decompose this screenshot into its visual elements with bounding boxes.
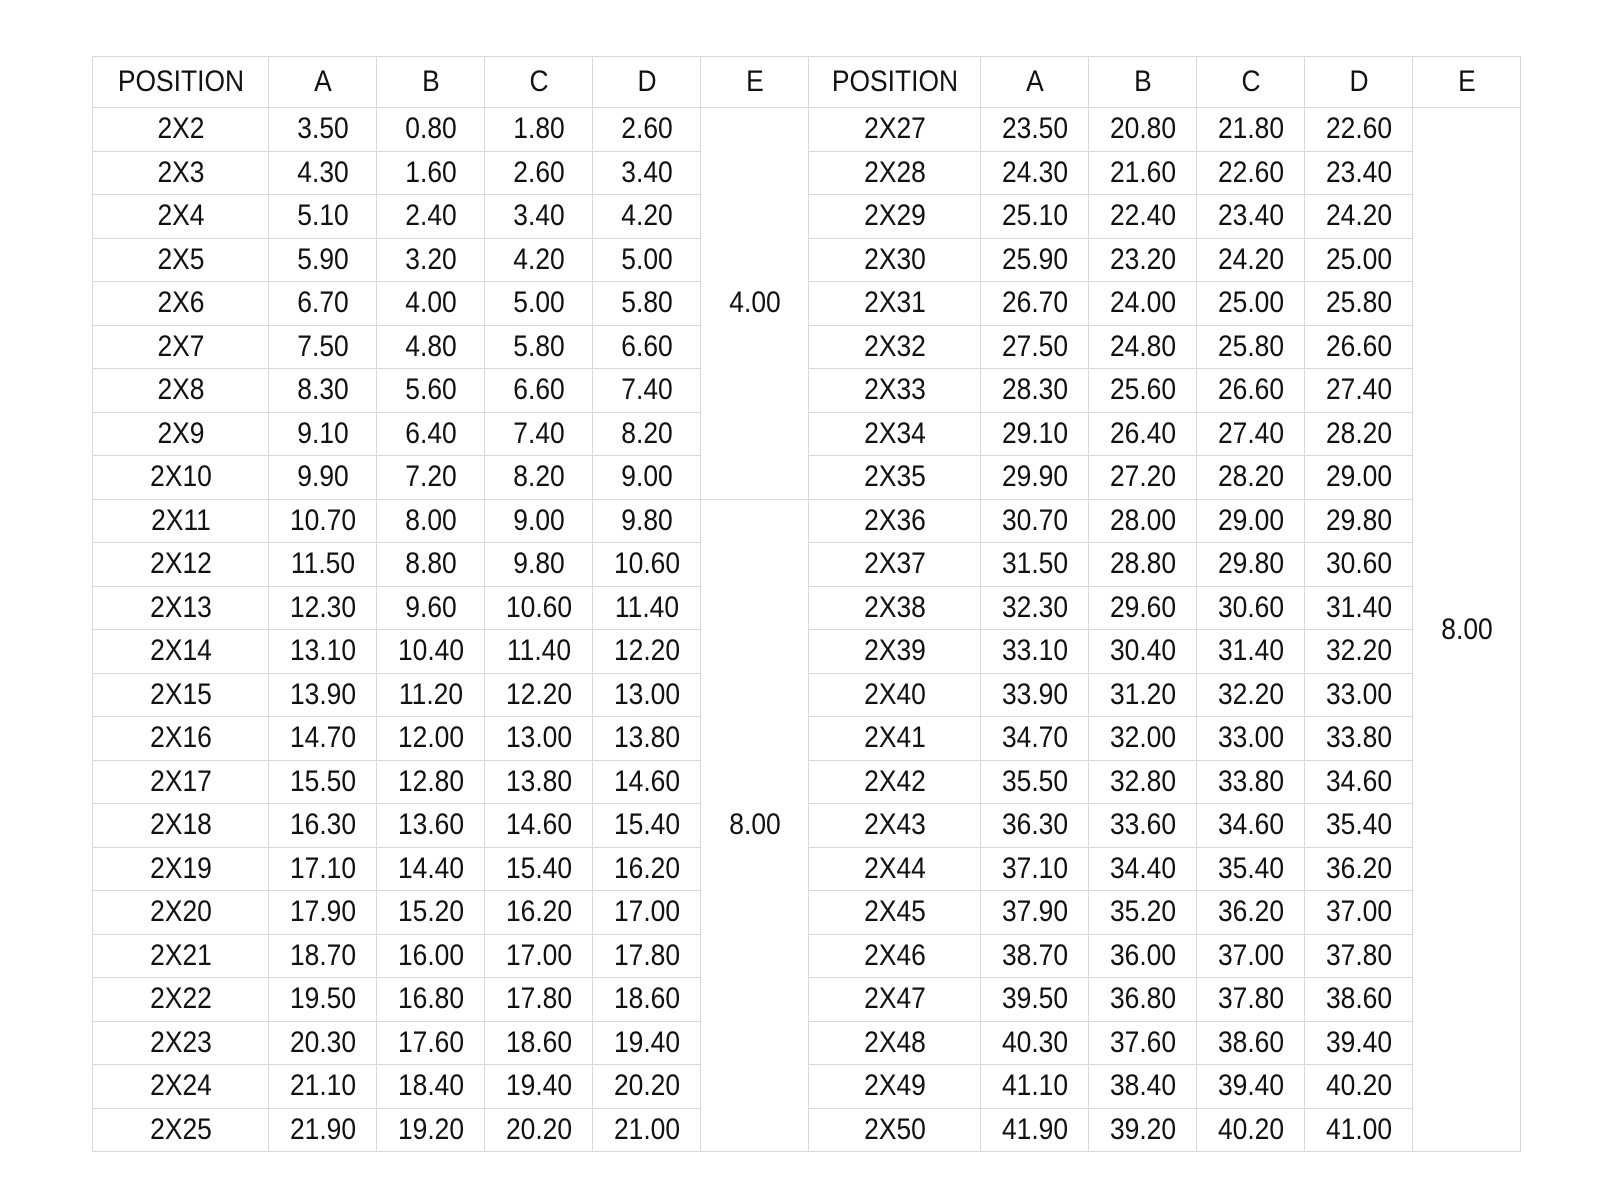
cell-right-c: 31.40: [1203, 630, 1298, 674]
cell-left-e-group: 4.00: [707, 108, 802, 500]
cell-right-d: 33.80: [1311, 717, 1406, 761]
cell-right-position: 2X46: [819, 934, 970, 978]
cell-left-d: 14.60: [599, 760, 694, 804]
cell-left-position: 2X13: [103, 586, 258, 630]
cell-left-position: 2X14: [103, 630, 258, 674]
cell-right-c: 27.40: [1203, 412, 1298, 456]
table-row: [93, 282, 1521, 326]
cell-right-b: 23.20: [1095, 238, 1190, 282]
cell-right-a: 36.30: [987, 804, 1082, 848]
cell-right-a: 33.10: [987, 630, 1082, 674]
header-b-right: B: [1095, 57, 1190, 108]
cell-left-b: 12.00: [383, 717, 478, 761]
cell-right-position: 2X27: [819, 108, 970, 152]
cell-left-c: 17.00: [491, 934, 586, 978]
cell-left-d: 13.80: [599, 717, 694, 761]
cell-left-c: 7.40: [491, 412, 586, 456]
table-row: [93, 934, 1521, 978]
cell-right-position: 2X43: [819, 804, 970, 848]
cell-left-c: 5.80: [491, 325, 586, 369]
cell-right-d: 23.40: [1311, 151, 1406, 195]
cell-right-b: 37.60: [1095, 1021, 1190, 1065]
cell-right-b: 36.00: [1095, 934, 1190, 978]
cell-left-a: 20.30: [275, 1021, 370, 1065]
cell-right-a: 25.90: [987, 238, 1082, 282]
cell-left-b: 10.40: [383, 630, 478, 674]
cell-left-d: 11.40: [599, 586, 694, 630]
cell-left-a: 18.70: [275, 934, 370, 978]
table-row: [93, 804, 1521, 848]
cell-left-a: 15.50: [275, 760, 370, 804]
cell-left-b: 16.80: [383, 978, 478, 1022]
cell-left-a: 10.70: [275, 499, 370, 543]
cell-right-a: 33.90: [987, 673, 1082, 717]
cell-left-d: 7.40: [599, 369, 694, 413]
cell-left-b: 7.20: [383, 456, 478, 500]
cell-right-c: 35.40: [1203, 847, 1298, 891]
cell-left-b: 17.60: [383, 1021, 478, 1065]
dimension-table-sheet: [92, 56, 1520, 1152]
cell-right-d: 37.00: [1311, 891, 1406, 935]
cell-left-a: 4.30: [275, 151, 370, 195]
cell-left-position: 2X12: [103, 543, 258, 587]
header-position-right: POSITION: [819, 57, 970, 108]
cell-right-a: 37.90: [987, 891, 1082, 935]
cell-left-a: 9.90: [275, 456, 370, 500]
cell-left-d: 6.60: [599, 325, 694, 369]
cell-right-c: 29.00: [1203, 499, 1298, 543]
cell-left-a: 12.30: [275, 586, 370, 630]
cell-right-position: 2X29: [819, 195, 970, 239]
cell-left-a: 7.50: [275, 325, 370, 369]
cell-right-position: 2X40: [819, 673, 970, 717]
cell-right-b: 28.00: [1095, 499, 1190, 543]
cell-right-c: 33.00: [1203, 717, 1298, 761]
cell-right-b: 34.40: [1095, 847, 1190, 891]
cell-right-position: 2X32: [819, 325, 970, 369]
cell-left-c: 15.40: [491, 847, 586, 891]
cell-right-a: 31.50: [987, 543, 1082, 587]
cell-left-a: 13.90: [275, 673, 370, 717]
cell-left-b: 1.60: [383, 151, 478, 195]
cell-right-d: 32.20: [1311, 630, 1406, 674]
cell-right-position: 2X49: [819, 1065, 970, 1109]
cell-right-c: 38.60: [1203, 1021, 1298, 1065]
cell-left-b: 18.40: [383, 1065, 478, 1109]
cell-left-a: 16.30: [275, 804, 370, 848]
cell-left-c: 10.60: [491, 586, 586, 630]
table-row: [93, 760, 1521, 804]
header-position-left: POSITION: [103, 57, 258, 108]
cell-right-d: 41.00: [1311, 1108, 1406, 1152]
cell-left-a: 6.70: [275, 282, 370, 326]
cell-right-d: 35.40: [1311, 804, 1406, 848]
cell-left-c: 16.20: [491, 891, 586, 935]
cell-left-c: 17.80: [491, 978, 586, 1022]
cell-right-position: 2X33: [819, 369, 970, 413]
header-row: [93, 57, 1521, 108]
table-body: [93, 108, 1521, 1152]
cell-left-position: 2X3: [103, 151, 258, 195]
cell-right-d: 39.40: [1311, 1021, 1406, 1065]
cell-left-d: 10.60: [599, 543, 694, 587]
cell-left-a: 5.10: [275, 195, 370, 239]
cell-left-a: 17.90: [275, 891, 370, 935]
cell-right-a: 41.10: [987, 1065, 1082, 1109]
header-a-right: A: [987, 57, 1082, 108]
cell-right-a: 34.70: [987, 717, 1082, 761]
cell-left-position: 2X15: [103, 673, 258, 717]
cell-right-position: 2X34: [819, 412, 970, 456]
cell-left-c: 13.00: [491, 717, 586, 761]
cell-right-d: 37.80: [1311, 934, 1406, 978]
cell-right-c: 39.40: [1203, 1065, 1298, 1109]
cell-left-position: 2X2: [103, 108, 258, 152]
cell-right-c: 28.20: [1203, 456, 1298, 500]
cell-right-b: 28.80: [1095, 543, 1190, 587]
cell-left-c: 9.00: [491, 499, 586, 543]
cell-right-c: 33.80: [1203, 760, 1298, 804]
cell-right-b: 24.80: [1095, 325, 1190, 369]
cell-left-a: 17.10: [275, 847, 370, 891]
cell-right-d: 33.00: [1311, 673, 1406, 717]
cell-left-d: 20.20: [599, 1065, 694, 1109]
cell-right-b: 25.60: [1095, 369, 1190, 413]
cell-left-d: 9.00: [599, 456, 694, 500]
cell-left-b: 13.60: [383, 804, 478, 848]
cell-right-a: 23.50: [987, 108, 1082, 152]
cell-right-d: 25.80: [1311, 282, 1406, 326]
cell-left-c: 9.80: [491, 543, 586, 587]
cell-left-c: 1.80: [491, 108, 586, 152]
table-row: [93, 673, 1521, 717]
cell-right-b: 35.20: [1095, 891, 1190, 935]
cell-right-b: 33.60: [1095, 804, 1190, 848]
cell-right-position: 2X39: [819, 630, 970, 674]
cell-right-position: 2X42: [819, 760, 970, 804]
cell-left-a: 9.10: [275, 412, 370, 456]
cell-left-d: 21.00: [599, 1108, 694, 1152]
cell-right-a: 30.70: [987, 499, 1082, 543]
cell-right-b: 38.40: [1095, 1065, 1190, 1109]
cell-right-c: 37.80: [1203, 978, 1298, 1022]
cell-right-a: 29.90: [987, 456, 1082, 500]
cell-left-b: 8.80: [383, 543, 478, 587]
cell-left-b: 5.60: [383, 369, 478, 413]
cell-right-b: 32.80: [1095, 760, 1190, 804]
cell-right-a: 28.30: [987, 369, 1082, 413]
cell-left-d: 5.80: [599, 282, 694, 326]
table-row: [93, 978, 1521, 1022]
table-row: [93, 586, 1521, 630]
cell-right-e-group: 8.00: [1419, 108, 1514, 1152]
cell-left-d: 12.20: [599, 630, 694, 674]
cell-left-position: 2X24: [103, 1065, 258, 1109]
cell-left-d: 2.60: [599, 108, 694, 152]
cell-left-c: 4.20: [491, 238, 586, 282]
cell-right-a: 32.30: [987, 586, 1082, 630]
cell-right-d: 24.20: [1311, 195, 1406, 239]
cell-right-a: 35.50: [987, 760, 1082, 804]
cell-right-c: 24.20: [1203, 238, 1298, 282]
cell-right-d: 31.40: [1311, 586, 1406, 630]
cell-right-c: 36.20: [1203, 891, 1298, 935]
cell-right-a: 41.90: [987, 1108, 1082, 1152]
cell-left-c: 11.40: [491, 630, 586, 674]
header-c-right: C: [1203, 57, 1298, 108]
cell-right-position: 2X50: [819, 1108, 970, 1152]
cell-left-b: 6.40: [383, 412, 478, 456]
cell-left-c: 3.40: [491, 195, 586, 239]
cell-left-position: 2X16: [103, 717, 258, 761]
cell-left-position: 2X23: [103, 1021, 258, 1065]
cell-left-a: 8.30: [275, 369, 370, 413]
cell-right-d: 29.80: [1311, 499, 1406, 543]
cell-right-b: 22.40: [1095, 195, 1190, 239]
cell-right-a: 38.70: [987, 934, 1082, 978]
cell-left-d: 4.20: [599, 195, 694, 239]
cell-right-c: 25.00: [1203, 282, 1298, 326]
cell-left-b: 11.20: [383, 673, 478, 717]
cell-left-c: 12.20: [491, 673, 586, 717]
cell-left-position: 2X18: [103, 804, 258, 848]
cell-right-d: 22.60: [1311, 108, 1406, 152]
header-c-left: C: [491, 57, 586, 108]
cell-right-position: 2X47: [819, 978, 970, 1022]
cell-left-b: 15.20: [383, 891, 478, 935]
cell-left-e-group: 8.00: [707, 499, 802, 1152]
cell-right-position: 2X36: [819, 499, 970, 543]
cell-right-position: 2X44: [819, 847, 970, 891]
cell-left-b: 8.00: [383, 499, 478, 543]
header-d-left: D: [599, 57, 694, 108]
table-row: [93, 108, 1521, 152]
cell-left-c: 18.60: [491, 1021, 586, 1065]
cell-left-a: 5.90: [275, 238, 370, 282]
cell-right-c: 25.80: [1203, 325, 1298, 369]
cell-left-a: 13.10: [275, 630, 370, 674]
cell-left-position: 2X20: [103, 891, 258, 935]
cell-left-d: 9.80: [599, 499, 694, 543]
cell-left-c: 6.60: [491, 369, 586, 413]
cell-right-c: 32.20: [1203, 673, 1298, 717]
table-row: [93, 543, 1521, 587]
cell-left-c: 19.40: [491, 1065, 586, 1109]
cell-right-b: 21.60: [1095, 151, 1190, 195]
cell-right-c: 22.60: [1203, 151, 1298, 195]
table-row: [93, 1021, 1521, 1065]
cell-left-position: 2X25: [103, 1108, 258, 1152]
table-row: [93, 847, 1521, 891]
cell-right-position: 2X28: [819, 151, 970, 195]
cell-left-d: 17.00: [599, 891, 694, 935]
cell-left-position: 2X8: [103, 369, 258, 413]
cell-left-d: 17.80: [599, 934, 694, 978]
cell-left-a: 21.10: [275, 1065, 370, 1109]
cell-left-d: 13.00: [599, 673, 694, 717]
cell-left-d: 16.20: [599, 847, 694, 891]
cell-left-b: 14.40: [383, 847, 478, 891]
cell-right-position: 2X37: [819, 543, 970, 587]
cell-left-d: 3.40: [599, 151, 694, 195]
cell-right-d: 30.60: [1311, 543, 1406, 587]
table-row: [93, 151, 1521, 195]
cell-left-position: 2X21: [103, 934, 258, 978]
table-row: [93, 412, 1521, 456]
cell-right-position: 2X31: [819, 282, 970, 326]
cell-right-a: 24.30: [987, 151, 1082, 195]
cell-left-a: 11.50: [275, 543, 370, 587]
cell-left-b: 2.40: [383, 195, 478, 239]
table-row: [93, 499, 1521, 543]
cell-right-c: 40.20: [1203, 1108, 1298, 1152]
cell-left-d: 18.60: [599, 978, 694, 1022]
cell-right-a: 40.30: [987, 1021, 1082, 1065]
cell-right-a: 29.10: [987, 412, 1082, 456]
cell-left-position: 2X6: [103, 282, 258, 326]
cell-right-c: 34.60: [1203, 804, 1298, 848]
cell-left-b: 16.00: [383, 934, 478, 978]
cell-right-c: 30.60: [1203, 586, 1298, 630]
cell-left-c: 2.60: [491, 151, 586, 195]
header-e-left: E: [707, 57, 802, 108]
cell-right-b: 36.80: [1095, 978, 1190, 1022]
cell-left-c: 5.00: [491, 282, 586, 326]
dimension-table: [92, 56, 1521, 1152]
cell-left-c: 8.20: [491, 456, 586, 500]
cell-left-d: 5.00: [599, 238, 694, 282]
cell-left-b: 4.00: [383, 282, 478, 326]
cell-left-d: 8.20: [599, 412, 694, 456]
cell-left-position: 2X19: [103, 847, 258, 891]
cell-right-c: 21.80: [1203, 108, 1298, 152]
header-e-right: E: [1419, 57, 1514, 108]
cell-left-c: 20.20: [491, 1108, 586, 1152]
cell-right-b: 26.40: [1095, 412, 1190, 456]
cell-right-position: 2X48: [819, 1021, 970, 1065]
cell-right-a: 25.10: [987, 195, 1082, 239]
cell-left-a: 21.90: [275, 1108, 370, 1152]
cell-right-b: 27.20: [1095, 456, 1190, 500]
header-d-right: D: [1311, 57, 1406, 108]
cell-right-b: 20.80: [1095, 108, 1190, 152]
cell-left-b: 9.60: [383, 586, 478, 630]
cell-left-position: 2X10: [103, 456, 258, 500]
cell-left-d: 15.40: [599, 804, 694, 848]
cell-left-position: 2X11: [103, 499, 258, 543]
cell-left-b: 4.80: [383, 325, 478, 369]
cell-right-position: 2X45: [819, 891, 970, 935]
cell-right-d: 34.60: [1311, 760, 1406, 804]
cell-right-b: 31.20: [1095, 673, 1190, 717]
cell-right-a: 26.70: [987, 282, 1082, 326]
cell-left-b: 12.80: [383, 760, 478, 804]
cell-right-position: 2X30: [819, 238, 970, 282]
cell-left-position: 2X9: [103, 412, 258, 456]
cell-left-d: 19.40: [599, 1021, 694, 1065]
header-a-left: A: [275, 57, 370, 108]
cell-right-c: 37.00: [1203, 934, 1298, 978]
table-row: [93, 717, 1521, 761]
cell-right-a: 39.50: [987, 978, 1082, 1022]
table-row: [93, 630, 1521, 674]
cell-left-b: 0.80: [383, 108, 478, 152]
cell-left-c: 14.60: [491, 804, 586, 848]
table-row: [93, 369, 1521, 413]
cell-right-d: 26.60: [1311, 325, 1406, 369]
cell-right-position: 2X41: [819, 717, 970, 761]
table-row: [93, 325, 1521, 369]
cell-right-d: 40.20: [1311, 1065, 1406, 1109]
cell-right-c: 23.40: [1203, 195, 1298, 239]
cell-right-c: 29.80: [1203, 543, 1298, 587]
cell-right-b: 32.00: [1095, 717, 1190, 761]
cell-left-position: 2X22: [103, 978, 258, 1022]
table-row: [93, 238, 1521, 282]
cell-right-position: 2X35: [819, 456, 970, 500]
cell-left-a: 19.50: [275, 978, 370, 1022]
cell-right-d: 36.20: [1311, 847, 1406, 891]
table-row: [93, 1065, 1521, 1109]
cell-right-d: 29.00: [1311, 456, 1406, 500]
cell-left-b: 19.20: [383, 1108, 478, 1152]
cell-right-position: 2X38: [819, 586, 970, 630]
cell-left-position: 2X17: [103, 760, 258, 804]
cell-left-position: 2X5: [103, 238, 258, 282]
table-row: [93, 891, 1521, 935]
cell-right-b: 24.00: [1095, 282, 1190, 326]
cell-right-a: 27.50: [987, 325, 1082, 369]
cell-right-b: 39.20: [1095, 1108, 1190, 1152]
table-row: [93, 1108, 1521, 1152]
cell-left-a: 14.70: [275, 717, 370, 761]
cell-right-b: 30.40: [1095, 630, 1190, 674]
cell-right-a: 37.10: [987, 847, 1082, 891]
cell-right-d: 27.40: [1311, 369, 1406, 413]
cell-right-b: 29.60: [1095, 586, 1190, 630]
cell-right-d: 25.00: [1311, 238, 1406, 282]
cell-left-a: 3.50: [275, 108, 370, 152]
header-b-left: B: [383, 57, 478, 108]
cell-left-position: 2X4: [103, 195, 258, 239]
table-row: [93, 456, 1521, 500]
cell-right-d: 28.20: [1311, 412, 1406, 456]
cell-left-b: 3.20: [383, 238, 478, 282]
table-row: [93, 195, 1521, 239]
cell-left-position: 2X7: [103, 325, 258, 369]
cell-right-d: 38.60: [1311, 978, 1406, 1022]
cell-right-c: 26.60: [1203, 369, 1298, 413]
cell-left-c: 13.80: [491, 760, 586, 804]
